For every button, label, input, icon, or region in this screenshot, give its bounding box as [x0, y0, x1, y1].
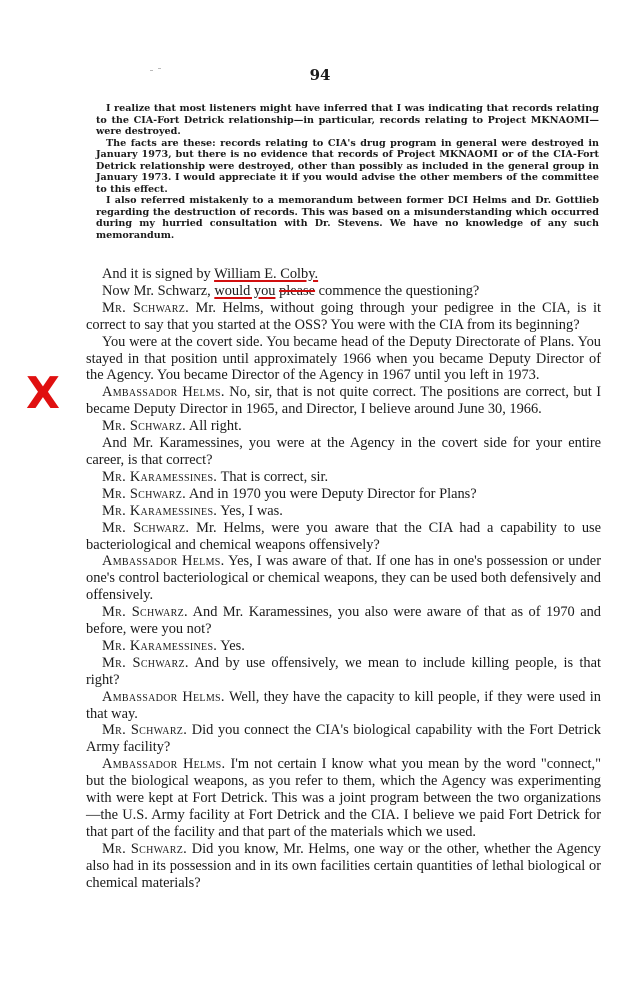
transcript-paragraph: [86, 283, 601, 300]
speaker-label: Ambassador Helms.: [102, 553, 225, 570]
transcript-paragraph: [86, 689, 601, 723]
speaker-label: Mr. Karamessines.: [102, 637, 218, 654]
speaker-label: Ambassador Helms.: [102, 688, 225, 705]
transcript-paragraph: [86, 503, 601, 520]
speech-text: Yes.: [220, 637, 245, 654]
speech-text: Mr. Helms, were you aware that the CIA had a capability to use bacteriological and chemical weapons offensively?: [86, 519, 601, 553]
transcript-paragraph: [86, 722, 601, 756]
letter-paragraph: I also referred mistakenly to a memorandum between former DCI Helms and Dr. Gottlieb regarding the destruction of records. This was based on a misunderstanding which occurred during my hurried consultation with Dr. Stevens. We have no knowledge of any such memorandum.: [96, 195, 599, 241]
speech-text: Did you connect the CIA's biological capability with the Fort Detrick Army facility?: [86, 722, 601, 756]
underlined-phrase: would you: [214, 282, 276, 299]
speech-text: And by use offensively, we mean to include killing people, is that right?: [86, 654, 601, 688]
transcript-paragraph: [86, 604, 601, 638]
speech-text: No, sir, that is not quite correct. The positions are correct, but I became Deputy Director in 1965, and Director, I believe around June 30, 1966.: [86, 384, 601, 418]
speaker-label: Mr. Karamessines.: [102, 502, 218, 519]
hearing-transcript: [86, 266, 601, 892]
transcript-paragraph: [86, 756, 601, 841]
red-x-mark: X: [26, 368, 60, 419]
speaker-label: Mr. Schwarz.: [102, 519, 190, 536]
transcript-paragraph: [86, 418, 601, 435]
speaker-label: Mr. Schwarz.: [102, 604, 188, 621]
transcript-paragraph: [86, 638, 601, 655]
transcript-paragraph: [86, 300, 601, 334]
speech-text: And Mr. Karamessines, you also were aware of that as of 1970 and before, were you not?: [86, 604, 601, 638]
transcript-paragraph: [86, 520, 601, 554]
speech-text: Yes, I was.: [220, 502, 283, 519]
speech-text: I'm not certain I know what you mean by the word "connect," but the biological weapons, as you refer to them, which the Agency was experimenting with were kept at Fort Detrick. This was a joint program between the two organizations—the U.S. Army facility at Fort Detrick and the CIA. I believe we paid Fort Detrick for that part of the facility and that part of the materials which we used.: [86, 756, 601, 840]
speech-text: All right.: [188, 418, 242, 435]
speaker-label: Mr. Schwarz.: [102, 485, 187, 502]
letter-paragraph: The facts are these: records relating to CIA's drug program in general were destroyed in January 1973, but there is no evidence that records of Project MKNAOMI or of the CIA-Fort Detrick relationship were destroyed, other than possibly as included in the general group in January 1973. I would appreciate it if you would advise the other members of the committee to this effect.: [96, 137, 599, 195]
underlined-signature: William E. Colby.: [214, 266, 319, 282]
speaker-label: Mr. Schwarz.: [102, 722, 188, 739]
speech-text: And in 1970 you were Deputy Director for Plans?: [188, 485, 477, 502]
letter-excerpt: [96, 103, 599, 241]
speaker-label: Mr. Schwarz.: [102, 840, 188, 857]
speech-text: Well, they have the capacity to kill people, if they were used in that way.: [86, 688, 601, 722]
speech-text: Yes, I was aware of that. If one has in one's possession or under one's control bacteriological or chemical weapons, they can be used both defensively and offensively.: [86, 553, 601, 604]
transcript-paragraph: [86, 486, 601, 503]
struck-word: please: [279, 282, 316, 299]
transcript-paragraph: [86, 553, 601, 604]
transcript-paragraph: [86, 655, 601, 689]
speaker-label: Ambassador Helms.: [102, 756, 226, 773]
page-number: 94: [309, 66, 331, 84]
transcript-paragraph: [86, 841, 601, 892]
speaker-label: Mr. Schwarz.: [102, 299, 190, 316]
speaker-label: Mr. Schwarz.: [102, 418, 187, 435]
text-run: And it is signed by: [102, 266, 215, 282]
speech-text: That is correct, sir.: [220, 468, 329, 485]
speaker-label: Ambassador Helms.: [102, 384, 225, 401]
speech-text: Did you know, Mr. Helms, one way or the other, whether the Agency also had in its possession and in its own facilities certain quantities of lethal biological or chemical materials?: [86, 840, 602, 891]
transcript-paragraph: And Mr. Karamessines, you were at the Agency in the covert side for your entire career, is that correct?: [86, 435, 601, 468]
text-run: commence the questioning?: [315, 282, 480, 299]
transcript-paragraph: You were at the covert side. You became head of the Deputy Directorate of Plans. You stayed in that position until approximately 1966 when you became Deputy Director of the Agency. You became Director of the Agency in 1967 until you left in 1973.: [86, 333, 601, 384]
letter-paragraph: I realize that most listeners might have inferred that I was indicating that records relating to the CIA-Fort Detrick relationship—in particular, records relating to Project MKNAOMI—were destroyed.: [96, 103, 599, 137]
transcript-paragraph: [86, 384, 601, 418]
speaker-label: Mr. Karamessines.: [102, 468, 218, 485]
speech-text: Mr. Helms, without going through your pedigree in the CIA, is it correct to say that you started at the OSS? You were with the CIA from its beginning?: [86, 299, 601, 333]
text-run: Now Mr. Schwarz,: [102, 282, 215, 299]
transcript-paragraph: [86, 469, 601, 486]
transcript-paragraph: [86, 266, 601, 283]
speaker-label: Mr. Schwarz.: [102, 654, 189, 671]
